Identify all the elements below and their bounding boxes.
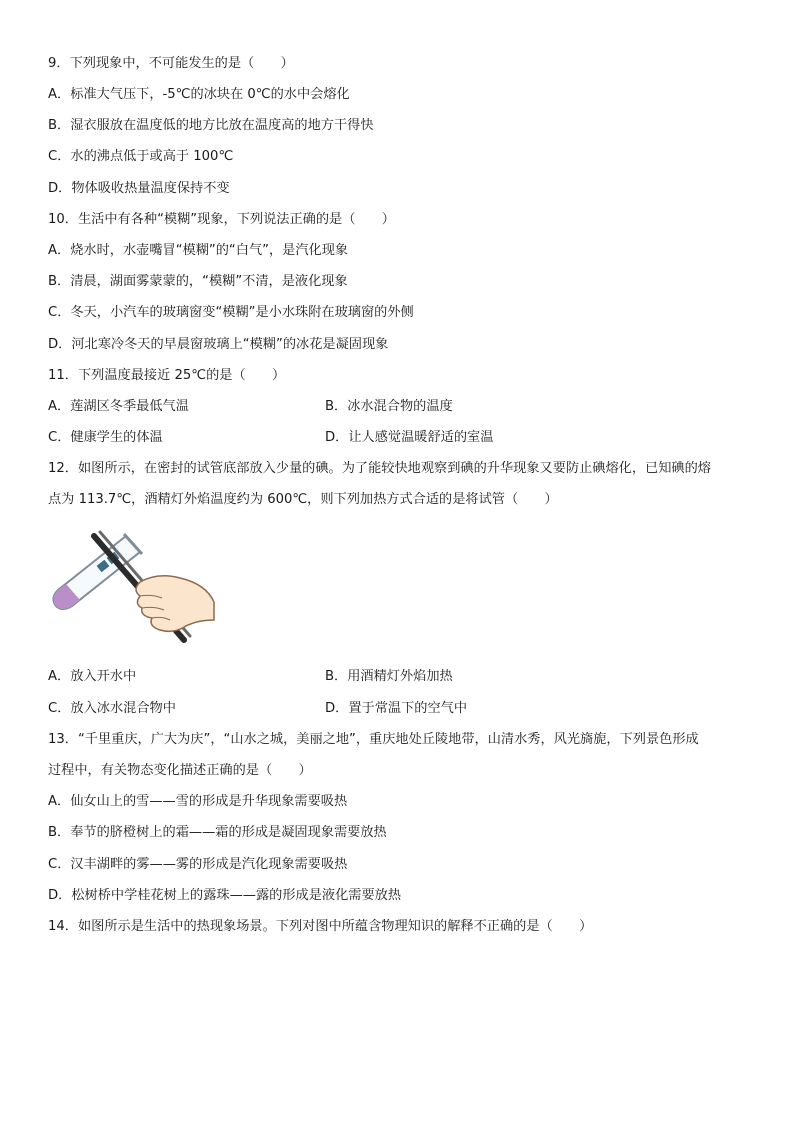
q10-option-a: A．烧水时，水壶嘴冒“模糊”的“白气”，是汽化现象 xyxy=(48,243,349,258)
q10-option-b: B．清晨，湖面雾蒙蒙的，“模糊”不清，是液化现象 xyxy=(48,274,348,289)
q12-stem-line2: 点为 113.7℃，酒精灯外焰温度约为 600℃，则下列加热方式合适的是将试管（ ） xyxy=(48,492,558,507)
q11-option-b: B．冰水混合物的温度 xyxy=(325,399,453,414)
q14-stem: 14．如图所示是生活中的热现象场景。下列对图中所蕴含物理知识的解释不正确的是（ ） xyxy=(48,919,593,934)
q11-option-a: A．莲湖区冬季最低气温 xyxy=(48,399,189,414)
q13-stem-line1: 13．“千里重庆，广大为庆”，“山水之城，美丽之地”，重庆地处丘陵地带，山清水秀，风光旖旎，下列景色形成 xyxy=(48,732,699,747)
q12-option-b: B．用酒精灯外焰加热 xyxy=(325,669,453,684)
q12-option-a: A．放入开水中 xyxy=(48,669,137,684)
q13-option-c: C．汉丰湖畔的雾——雾的形成是汽化现象需要吸热 xyxy=(48,857,348,872)
q10-option-d: D．河北寒冷冬天的早晨窗玻璃上“模糊”的冰花是凝固现象 xyxy=(48,337,389,352)
q9-option-d: D．物体吸收热量温度保持不变 xyxy=(48,181,230,196)
q9-option-c: C．水的沸点低于或高于 100℃ xyxy=(48,149,234,164)
q9-option-b: B．湿衣服放在温度低的地方比放在温度高的地方干得快 xyxy=(48,118,374,133)
q9-option-a: A．标准大气压下，-5℃的冰块在 0℃的水中会熔化 xyxy=(48,87,350,102)
q11-stem: 11．下列温度最接近 25℃的是（ ） xyxy=(48,368,286,383)
q12-option-d: D．置于常温下的空气中 xyxy=(325,701,468,716)
q13-option-a: A．仙女山上的雪——雪的形成是升华现象需要吸热 xyxy=(48,794,348,809)
q12-option-c: C．放入冰水混合物中 xyxy=(48,701,176,716)
q10-option-c: C．冬天，小汽车的玻璃窗变“模糊”是小水珠附在玻璃窗的外侧 xyxy=(48,305,414,320)
q13-stem-line2: 过程中，有关物态变化描述正确的是（ ） xyxy=(48,763,312,778)
q9-stem: 9．下列现象中，不可能发生的是（ ） xyxy=(48,56,294,71)
q12-stem-line1: 12．如图所示，在密封的试管底部放入少量的碘。为了能较快地观察到碘的升华现象又要防止碘熔化，已知碘的熔 xyxy=(48,461,711,476)
q10-stem: 10．生活中有各种“模糊”现象，下列说法正确的是（ ） xyxy=(48,212,395,227)
test-tube-in-hand-icon xyxy=(48,528,218,648)
q11-option-d: D．让人感觉温暖舒适的室温 xyxy=(325,430,494,445)
q13-option-b: B．奉节的脐橙树上的霜——霜的形成是凝固现象需要放热 xyxy=(48,825,387,840)
q13-option-d: D．松树桥中学桂花树上的露珠——露的形成是液化需要放热 xyxy=(48,888,402,903)
q11-option-c: C．健康学生的体温 xyxy=(48,430,163,445)
